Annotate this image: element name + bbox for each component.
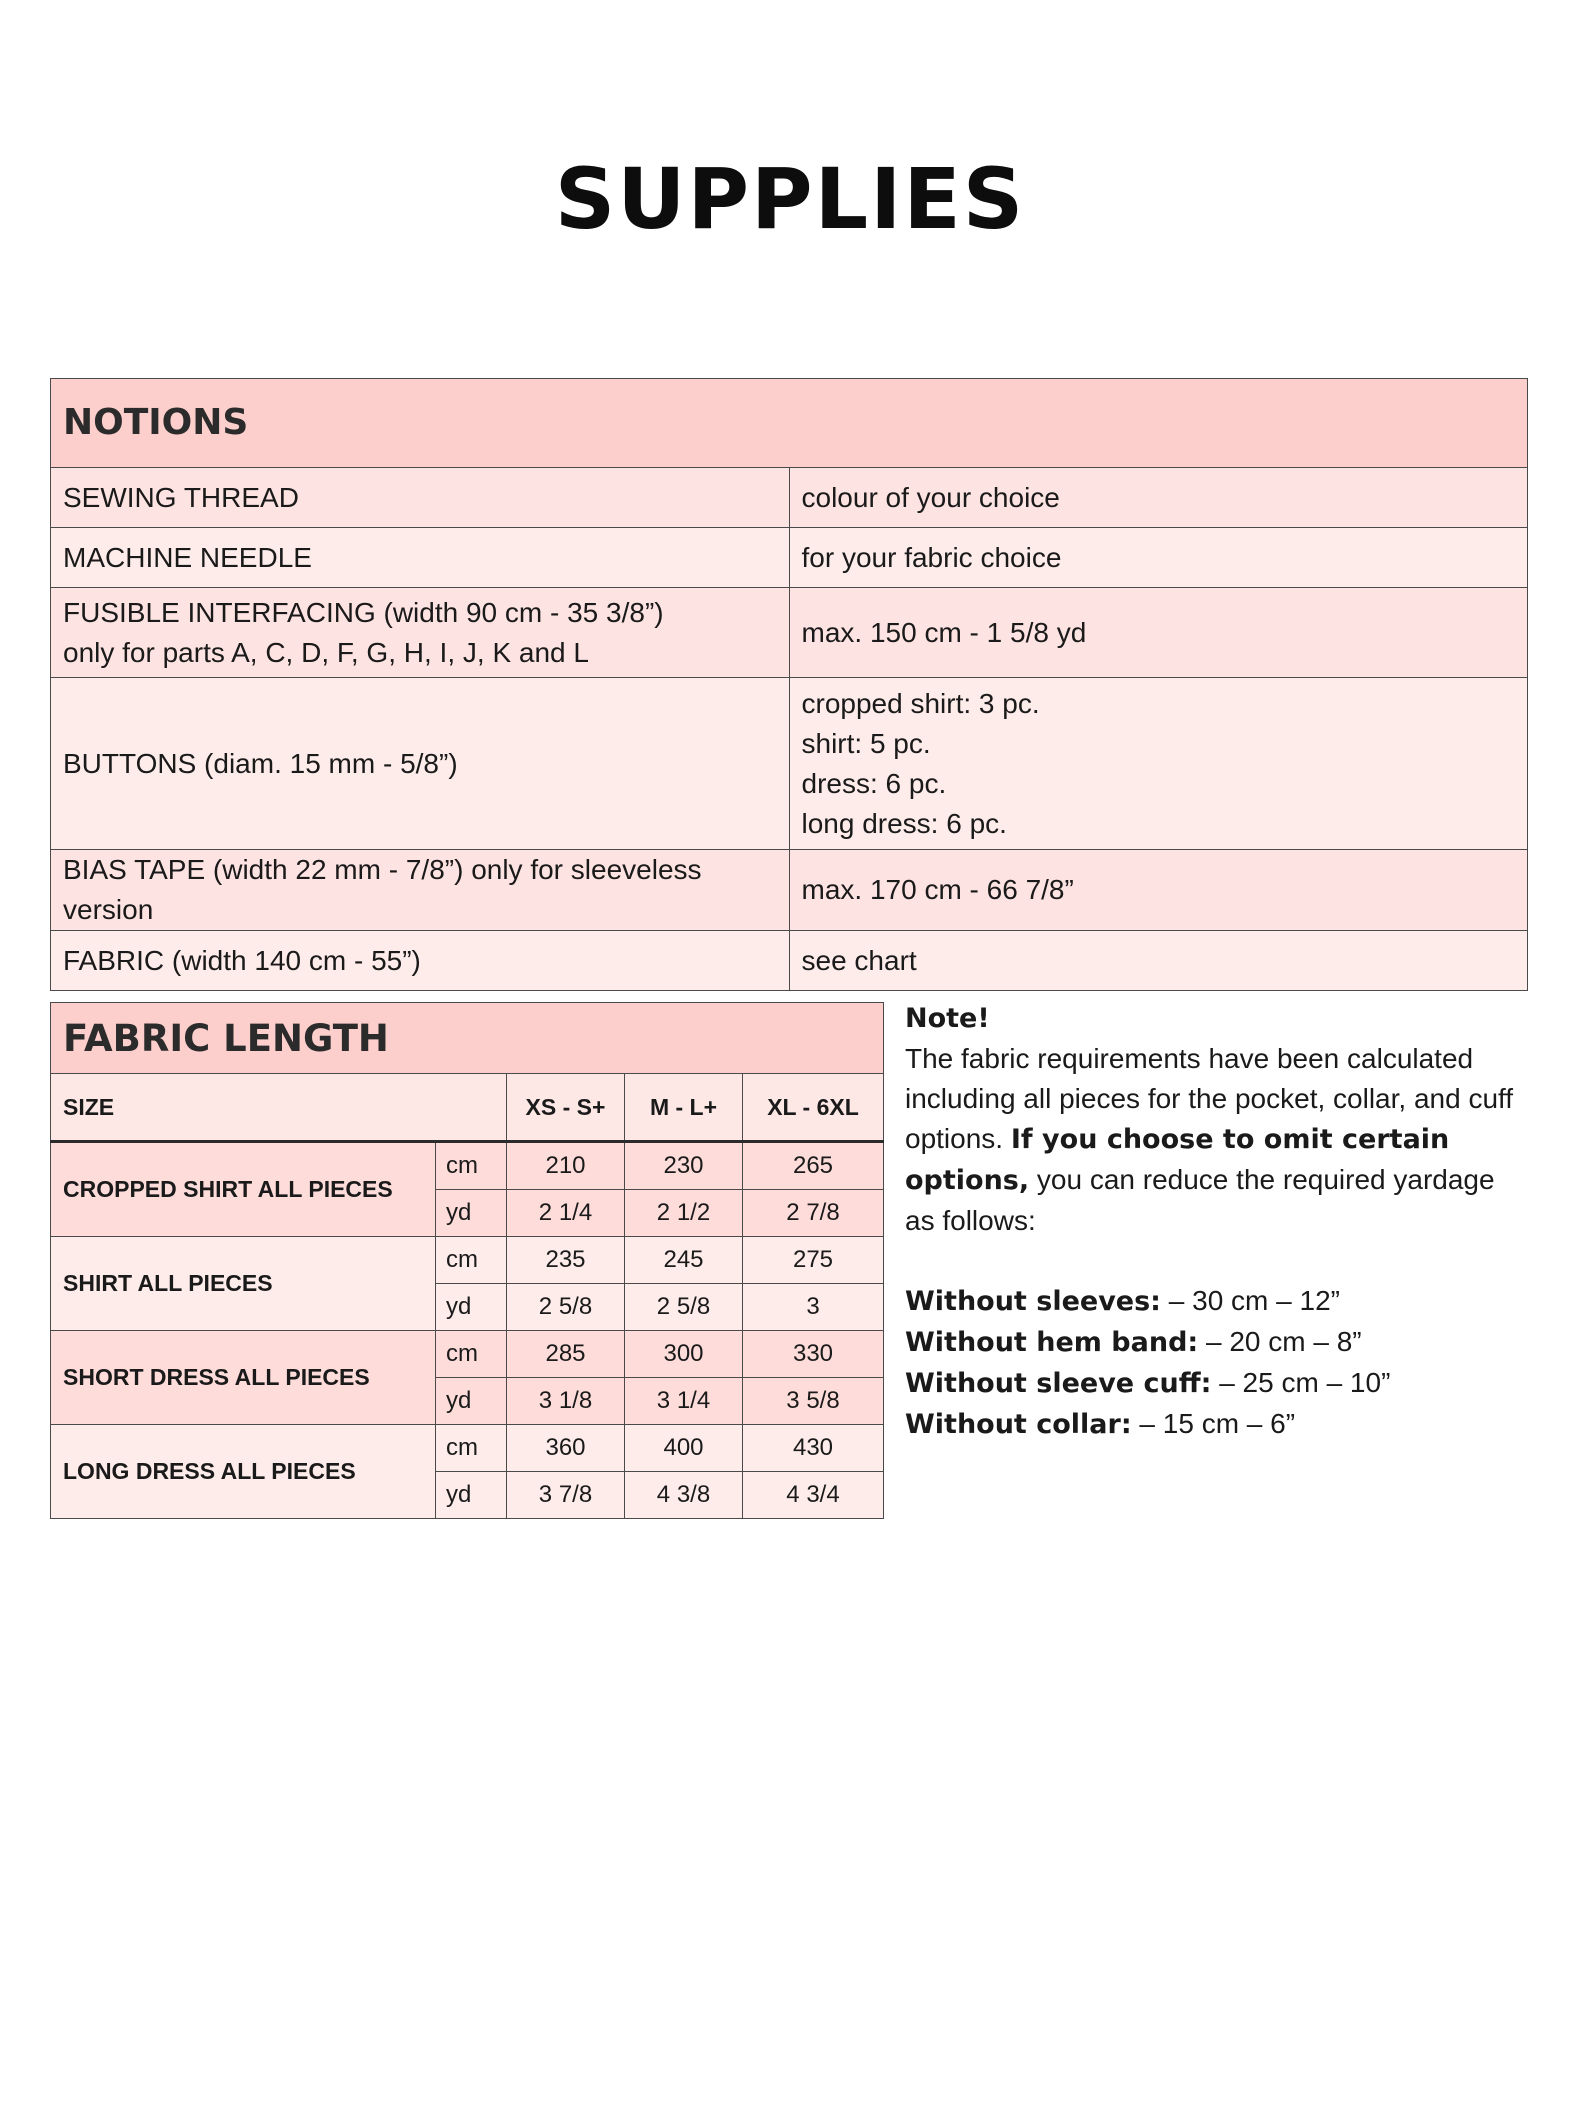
- note-item: [905, 1363, 1525, 1404]
- notions-row: [51, 528, 1528, 588]
- fabric-value: 2 7/8: [743, 1190, 884, 1237]
- fabric-value: 275: [743, 1237, 884, 1284]
- fabric-value: 4 3/8: [625, 1472, 743, 1519]
- note-item: [905, 1404, 1525, 1445]
- notions-value: for your fabric choice: [789, 528, 1528, 588]
- size-header-row: [51, 1074, 884, 1142]
- note-heading: Note!: [905, 1003, 990, 1034]
- note-item: [905, 1281, 1525, 1322]
- fabric-row-cm: [51, 1331, 884, 1378]
- note-item-label: Without hem band:: [905, 1327, 1199, 1358]
- unit-label: cm: [436, 1237, 507, 1284]
- fabric-value: 2 1/4: [507, 1190, 625, 1237]
- unit-label: yd: [436, 1190, 507, 1237]
- unit-label: yd: [436, 1472, 507, 1519]
- fabric-value: 2 5/8: [507, 1284, 625, 1331]
- note-text: The fabric requirements have been calculated including all pieces for the pocket, collar, and cuff options.: [905, 1043, 1514, 1154]
- fabric-row-cm: [51, 1142, 884, 1190]
- notions-header-row: [51, 379, 1528, 468]
- fabric-value: 265: [743, 1142, 884, 1190]
- notions-value: max. 150 cm - 1 5/8 yd: [789, 588, 1528, 678]
- notions-table: [50, 378, 1528, 991]
- fabric-value: 285: [507, 1331, 625, 1378]
- notions-value: cropped shirt: 3 pc. shirt: 5 pc. dress: 6 pc. long dress: 6 pc.: [789, 678, 1528, 850]
- note-item-value: – 20 cm – 8”: [1205, 1326, 1362, 1357]
- fabric-length-heading: FABRIC LENGTH: [51, 1003, 884, 1074]
- note-item-value: – 30 cm – 12”: [1168, 1285, 1340, 1316]
- fabric-row-cm: [51, 1237, 884, 1284]
- notions-row: [51, 588, 1528, 678]
- fabric-value: 2 5/8: [625, 1284, 743, 1331]
- unit-label: yd: [436, 1378, 507, 1425]
- fabric-value: 430: [743, 1425, 884, 1472]
- note-body: [905, 1039, 1525, 1241]
- fabric-value: 210: [507, 1142, 625, 1190]
- notions-item: MACHINE NEEDLE: [51, 528, 790, 588]
- notions-row: [51, 931, 1528, 991]
- fabric-value: 3 1/4: [625, 1378, 743, 1425]
- garment-label: LONG DRESS ALL PIECES: [51, 1425, 436, 1519]
- fabric-value: 3 7/8: [507, 1472, 625, 1519]
- size-label: SIZE: [51, 1074, 507, 1142]
- fabric-value: 235: [507, 1237, 625, 1284]
- size-column-header: XL - 6XL: [743, 1074, 884, 1142]
- fabric-value: 3 5/8: [743, 1378, 884, 1425]
- fabric-value: 230: [625, 1142, 743, 1190]
- fabric-value: 360: [507, 1425, 625, 1472]
- fabric-value: 3: [743, 1284, 884, 1331]
- notions-item: BUTTONS (diam. 15 mm - 5/8”): [51, 678, 790, 850]
- notions-value: colour of your choice: [789, 468, 1528, 528]
- fabric-row-cm: [51, 1425, 884, 1472]
- size-column-header: M - L+: [625, 1074, 743, 1142]
- notions-row: [51, 468, 1528, 528]
- size-column-header: XS - S+: [507, 1074, 625, 1142]
- notions-item: SEWING THREAD: [51, 468, 790, 528]
- fabric-length-table: [50, 1002, 884, 1519]
- garment-label: CROPPED SHIRT ALL PIECES: [51, 1142, 436, 1237]
- notions-heading: NOTIONS: [51, 379, 1528, 468]
- notions-value: see chart: [789, 931, 1528, 991]
- notions-item: BIAS TAPE (width 22 mm - 7/8”) only for sleeveless version: [51, 850, 790, 931]
- fabric-value: 400: [625, 1425, 743, 1472]
- garment-label: SHORT DRESS ALL PIECES: [51, 1331, 436, 1425]
- note-item-label: Without sleeves:: [905, 1286, 1161, 1317]
- fabric-value: 2 1/2: [625, 1190, 743, 1237]
- fabric-note: [905, 998, 1525, 1445]
- notions-row: [51, 850, 1528, 931]
- note-item-value: – 15 cm – 6”: [1139, 1408, 1296, 1439]
- note-item: [905, 1322, 1525, 1363]
- page-title: SUPPLIES: [554, 150, 1026, 248]
- notions-row: [51, 678, 1528, 850]
- notions-item: FUSIBLE INTERFACING (width 90 cm - 35 3/8”) only for parts A, C, D, F, G, H, I, J, K and L: [51, 588, 790, 678]
- fabric-header-row: [51, 1003, 884, 1074]
- garment-label: SHIRT ALL PIECES: [51, 1237, 436, 1331]
- unit-label: cm: [436, 1142, 507, 1190]
- note-item-value: – 25 cm – 10”: [1219, 1367, 1391, 1398]
- unit-label: cm: [436, 1331, 507, 1378]
- note-emphasis: If you choose to omit certain options,: [905, 1124, 1450, 1196]
- fabric-value: 4 3/4: [743, 1472, 884, 1519]
- notions-value: max. 170 cm - 66 7/8”: [789, 850, 1528, 931]
- note-text: you can reduce the required yardage as follows:: [905, 1164, 1495, 1236]
- fabric-value: 300: [625, 1331, 743, 1378]
- unit-label: cm: [436, 1425, 507, 1472]
- fabric-value: 245: [625, 1237, 743, 1284]
- fabric-value: 3 1/8: [507, 1378, 625, 1425]
- unit-label: yd: [436, 1284, 507, 1331]
- note-item-label: Without sleeve cuff:: [905, 1368, 1212, 1399]
- fabric-value: 330: [743, 1331, 884, 1378]
- note-item-label: Without collar:: [905, 1409, 1132, 1440]
- notions-item: FABRIC (width 140 cm - 55”): [51, 931, 790, 991]
